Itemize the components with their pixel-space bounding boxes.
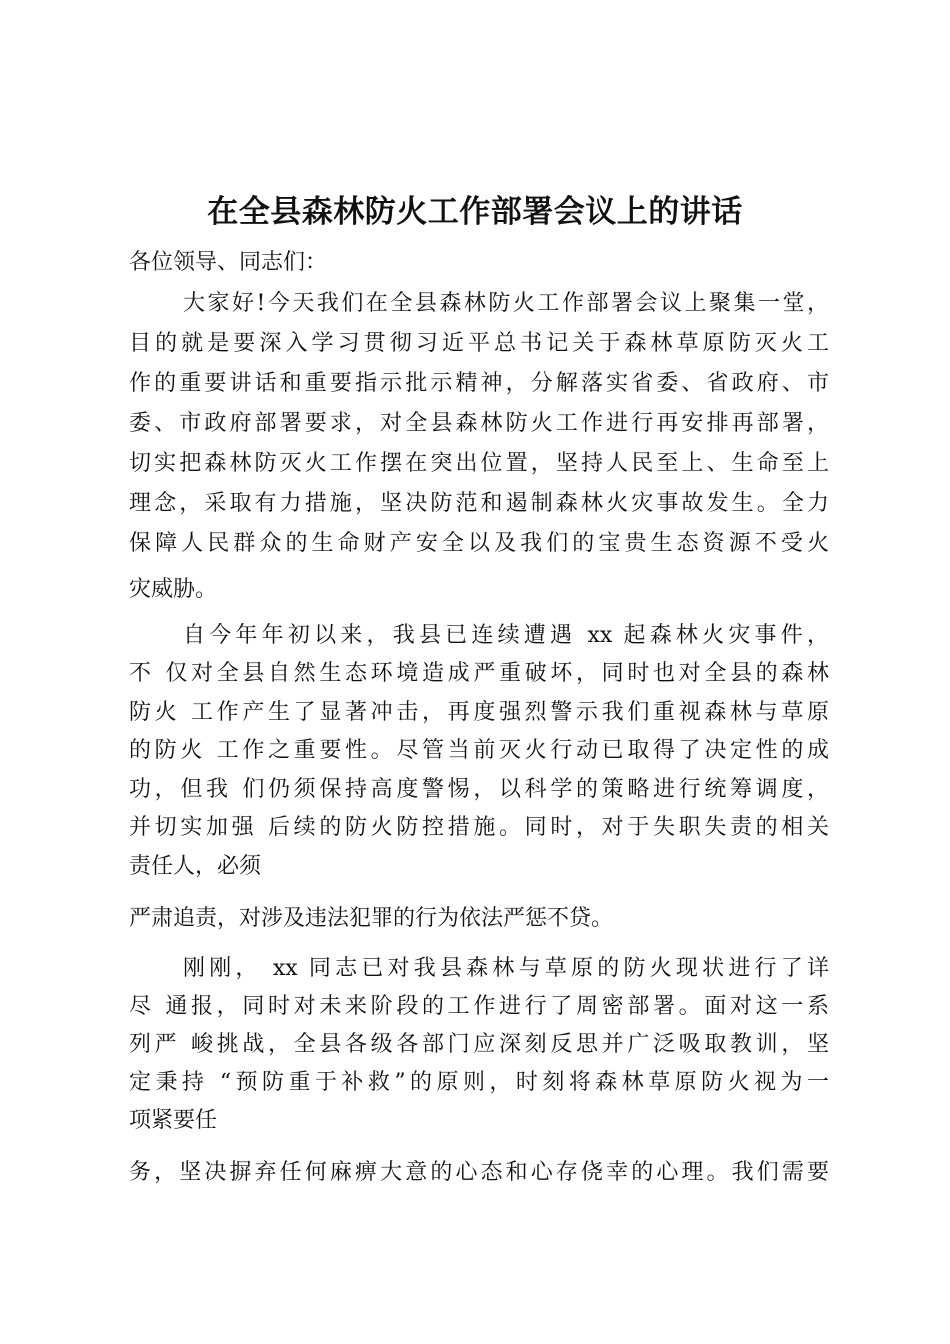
paragraph-line: 刚刚， xx 同志已对我县森林与草原的防火现状进行了详	[183, 956, 829, 981]
paragraph-line: 并切实加强 后续的防火防控措施。同时，对于失职失责的相关	[129, 815, 829, 840]
paragraph-line: 自今年年初以来，我县已连续遭遇 xx 起森林火灾事件，	[183, 623, 829, 648]
paragraph-line: 项紧要任	[129, 1108, 218, 1133]
paragraph-line: 理念，采取有力措施，坚决防范和遏制森林火灾事故发生。全力	[129, 491, 829, 516]
document-title: 在全县森林防火工作部署会议上的讲话	[207, 194, 743, 230]
paragraph-line: 目的就是要深入学习贯彻习近平总书记关于森林草原防灭火工	[129, 331, 829, 356]
paragraph-line: 责任人，必须	[129, 854, 262, 879]
paragraph-line: 大家好!今天我们在全县森林防火工作部署会议上聚集一堂，	[183, 291, 829, 316]
paragraph-line: 防火 工作产生了显著冲击，再度强烈警示我们重视森林与草原	[129, 700, 829, 725]
salutation: 各位领导、同志们：	[129, 250, 328, 275]
paragraph-line: 定秉持 “预防重于补救”的原则，时刻将森林草原防火视为一	[129, 1070, 829, 1095]
paragraph-line: 切实把森林防灭火工作摆在突出位置，坚持人民至上、生命至上	[129, 451, 829, 476]
paragraph-line: 不 仅对全县自然生态环境造成严重破坏，同时也对全县的森林	[129, 661, 829, 686]
paragraph-line: 委、市政府部署要求，对全县森林防火工作进行再安排再部署，	[129, 411, 829, 436]
paragraph-line: 列严 峻挑战，全县各级各部门应深刻反思并广泛吸取教训，坚	[129, 1032, 829, 1057]
paragraph-line: 功，但我 们仍须保持高度警惕，以科学的策略进行统筹调度，	[129, 777, 829, 802]
paragraph-line: 保障人民群众的生命财产安全以及我们的宝贵生态资源不受火	[129, 531, 829, 556]
paragraph-line: 尽 通报，同时对未来阶段的工作进行了周密部署。面对这一系	[129, 994, 829, 1019]
paragraph-line: 的防火 工作之重要性。尽管当前灭火行动已取得了决定性的成	[129, 738, 829, 763]
paragraph-line: 灾威胁。	[129, 577, 218, 602]
paragraph-line: 务，坚决摒弃任何麻痹大意的心态和心存侥幸的心理。我们需要	[129, 1160, 829, 1185]
paragraph-line: 严肃追责，对涉及违法犯罪的行为依法严惩不贷。	[129, 906, 614, 931]
paragraph-line: 作的重要讲话和重要指示批示精神，分解落实省委、省政府、市	[129, 371, 829, 396]
